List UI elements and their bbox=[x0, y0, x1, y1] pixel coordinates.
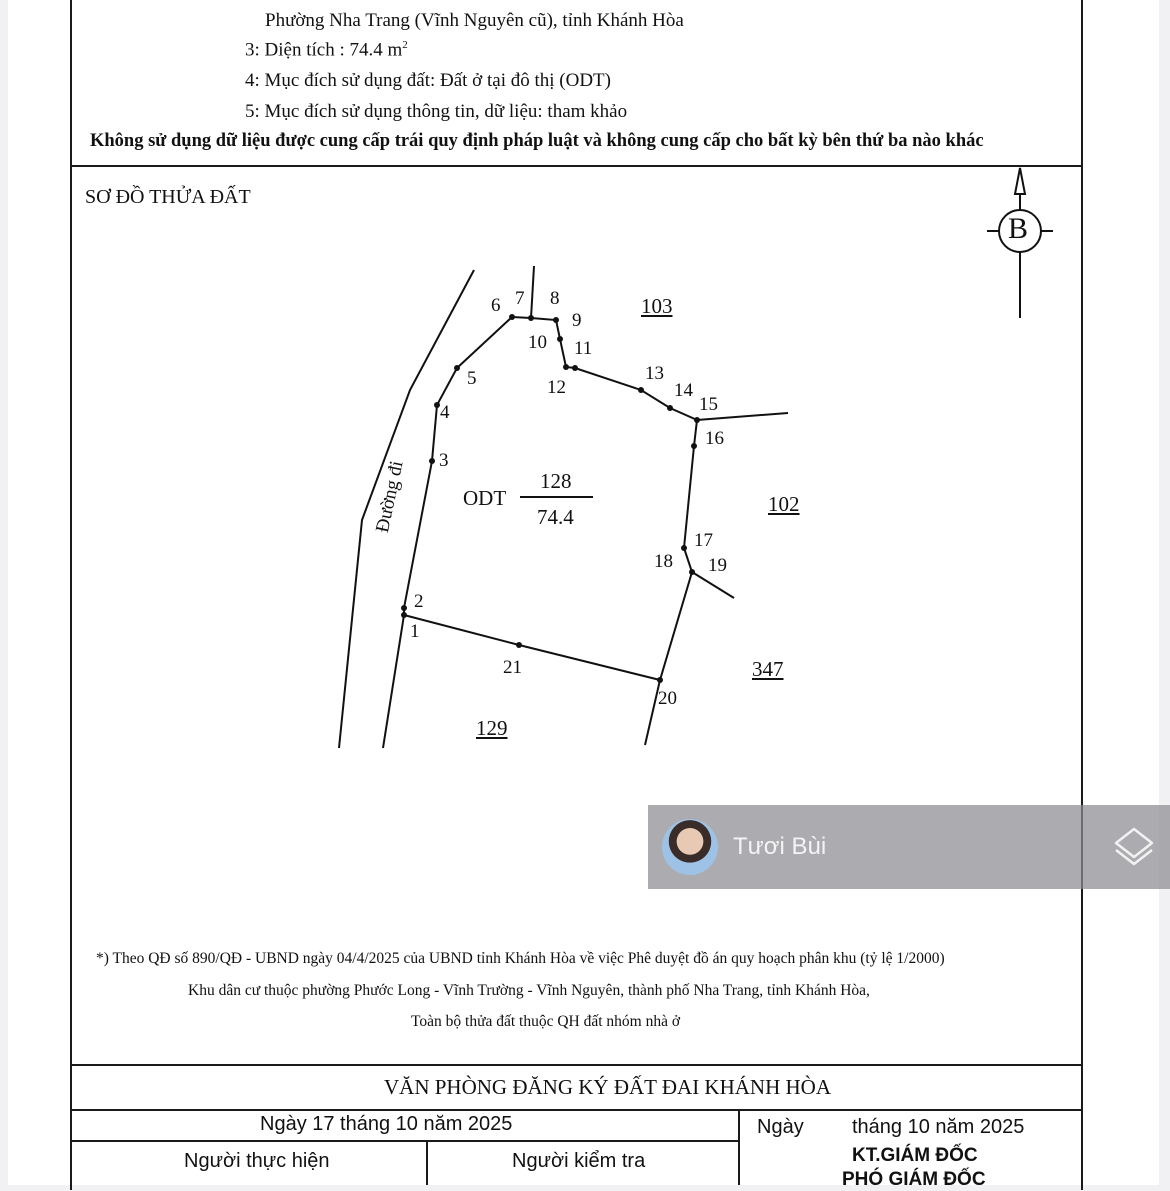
road-right-edge bbox=[383, 615, 404, 748]
vertex-label: 18 bbox=[654, 551, 673, 572]
neighbor-parcel: 347 bbox=[752, 657, 784, 681]
date-right-rest: tháng 10 năm 2025 bbox=[852, 1116, 1025, 1138]
usage-warning: Không sử dụng dữ liệu được cung cấp trái quy định pháp luật và không cung cấp cho bất kỳ bên thứ ba nào khác bbox=[90, 131, 984, 151]
vertex-label: 4 bbox=[440, 402, 450, 423]
divider bbox=[70, 1109, 1083, 1111]
info-use-line: 5: Mục đích sử dụng thông tin, dữ liệu: tham khảo bbox=[245, 101, 628, 122]
footnote-line-2: Khu dân cư thuộc phường Phước Long - Vĩnh Trường - Vĩnh Nguyên, thành phố Nha Trang, tỉnh Khánh Hòa, bbox=[188, 982, 870, 999]
vertex-label: 5 bbox=[467, 368, 477, 389]
parcel-boundary bbox=[404, 266, 788, 745]
vertex-label: 21 bbox=[503, 657, 522, 678]
user-toast[interactable] bbox=[648, 805, 1170, 889]
avatar[interactable] bbox=[662, 819, 718, 875]
signer-title: KT.GIÁM ĐỐC bbox=[852, 1145, 978, 1166]
vertex-label: 11 bbox=[574, 338, 593, 359]
vertex-label: 10 bbox=[528, 332, 547, 353]
footnote-line-1: *) Theo QĐ số 890/QĐ - UBND ngày 04/4/2025 của UBND tỉnh Khánh Hòa về việc Phê duyệt đồ án quy hoạch phân khu (tỷ lệ 1/2000) bbox=[96, 950, 945, 967]
divider bbox=[426, 1140, 428, 1185]
road-label: Đường đi bbox=[372, 458, 408, 535]
signer-subtitle: PHÓ GIÁM ĐỐC bbox=[842, 1169, 986, 1190]
toast-user-name: Tươi Bùi bbox=[733, 833, 827, 860]
vertex-label: 6 bbox=[491, 295, 501, 316]
checker-label: Người kiểm tra bbox=[512, 1150, 646, 1172]
neighbor-parcel: 129 bbox=[476, 716, 508, 740]
vertex-label: 3 bbox=[439, 450, 449, 471]
vertex-label: 16 bbox=[705, 428, 724, 449]
land-purpose-line: 4: Mục đích sử dụng đất: Đất ở tại đô thị (ODT) bbox=[245, 70, 611, 91]
divider bbox=[70, 1140, 738, 1142]
vertex-label: 13 bbox=[645, 363, 664, 384]
footnote-line-3: Toàn bộ thửa đất thuộc QH đất nhóm nhà ở bbox=[411, 1013, 681, 1030]
area-unit-sup: 2 bbox=[402, 39, 408, 51]
vertex-label: 7 bbox=[515, 288, 525, 309]
date-right-day: Ngày bbox=[757, 1116, 804, 1138]
road-left-edge bbox=[339, 270, 474, 748]
office-name: VĂN PHÒNG ĐĂNG KÝ ĐẤT ĐAI KHÁNH HÒA bbox=[384, 1075, 832, 1099]
vertex-label: 19 bbox=[708, 555, 727, 576]
vertex-label: 17 bbox=[694, 530, 713, 551]
divider bbox=[738, 1109, 740, 1185]
neighbor-parcel: 102 bbox=[768, 492, 800, 516]
layers-icon[interactable] bbox=[1112, 825, 1156, 869]
performer-label: Người thực hiện bbox=[184, 1150, 330, 1172]
address-line: Phường Nha Trang (Vĩnh Nguyên cũ), tỉnh Khánh Hòa bbox=[265, 10, 684, 31]
vertex-label: 2 bbox=[414, 591, 424, 612]
vertex-label: 12 bbox=[547, 377, 566, 398]
map-title: SƠ ĐỒ THỬA ĐẤT bbox=[85, 186, 251, 208]
land-code: ODT bbox=[463, 486, 507, 510]
vertex-label: 1 bbox=[410, 621, 420, 642]
north-label: B bbox=[1008, 212, 1029, 245]
vertex-label: 15 bbox=[699, 394, 718, 415]
area-text: 3: Diện tích : 74.4 m bbox=[245, 39, 403, 61]
divider bbox=[70, 1064, 1083, 1066]
date-left: Ngày 17 tháng 10 năm 2025 bbox=[260, 1113, 513, 1135]
parcel-number: 128 bbox=[540, 469, 572, 493]
parcel-area: 74.4 bbox=[537, 505, 574, 529]
vertex-label: 20 bbox=[658, 688, 677, 709]
vertex-label: 14 bbox=[674, 380, 693, 401]
vertex-label: 9 bbox=[572, 310, 582, 331]
neighbor-parcel: 103 bbox=[641, 294, 673, 318]
vertex-label: 8 bbox=[550, 288, 560, 309]
